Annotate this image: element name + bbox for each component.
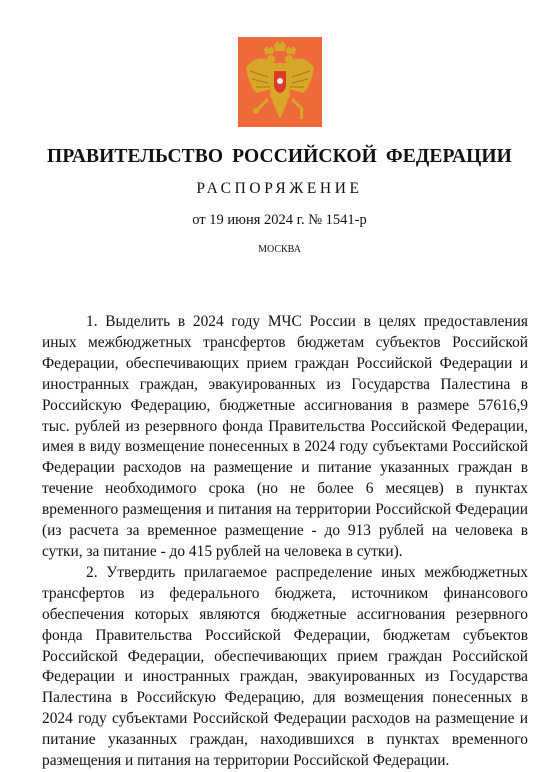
document-city: МОСКВА [258, 244, 301, 255]
document-type: РАСПОРЯЖЕНИЕ [196, 180, 363, 197]
paragraph-2: 2. Утвердить прилагаемое распределение иных межбюджетных трансфертов из федерального бюджета, источником финансового обеспечения которых являются бюджетные ассигнования резервного фонда Правительства Российской Федерации, бюджетам субъектов Российской Федерации, обеспечивающих прием граждан Российской Федерации и иностранных граждан, эвакуированных из Государства Палестина в Российскую Федерацию, для возмещения понесенных в 2024 году субъектами Российской Федерации расходов на размещение и питание указанных граждан, находившихся в пунктах временного размещения и питания на территории Российской Федерации. [42, 563, 528, 770]
document-body [42, 312, 528, 772]
coat-of-arms-icon [238, 37, 322, 127]
document-date-number: от 19 июня 2024 г. № 1541-р [192, 212, 367, 228]
government-title: ПРАВИТЕЛЬСТВО РОССИЙСКОЙ ФЕДЕРАЦИИ [47, 146, 512, 167]
paragraph-1: 1. Выделить в 2024 году МЧС России в целях предоставления иных межбюджетных трансфертов бюджетам субъектов Российской Федерации, обеспечивающих прием граждан Российской Федерации и иностранных граждан, эвакуированных из Государства Палестина в Российскую Федерацию, бюджетные ассигнования в размере 57616,9 тыс. рублей из резервного фонда Правительства Российской Федерации, имея в виду возмещение понесенных в 2024 году субъектами Российской Федерации расходов на размещение и питание указанных граждан в течение необходимого срока (но не более 6 месяцев) в пунктах временного размещения и питания на территории Российской Федерации (из расчета за временное размещение - до 913 рублей на человека в сутки, за питание - до 415 рублей на человека в сутки). [42, 313, 528, 560]
